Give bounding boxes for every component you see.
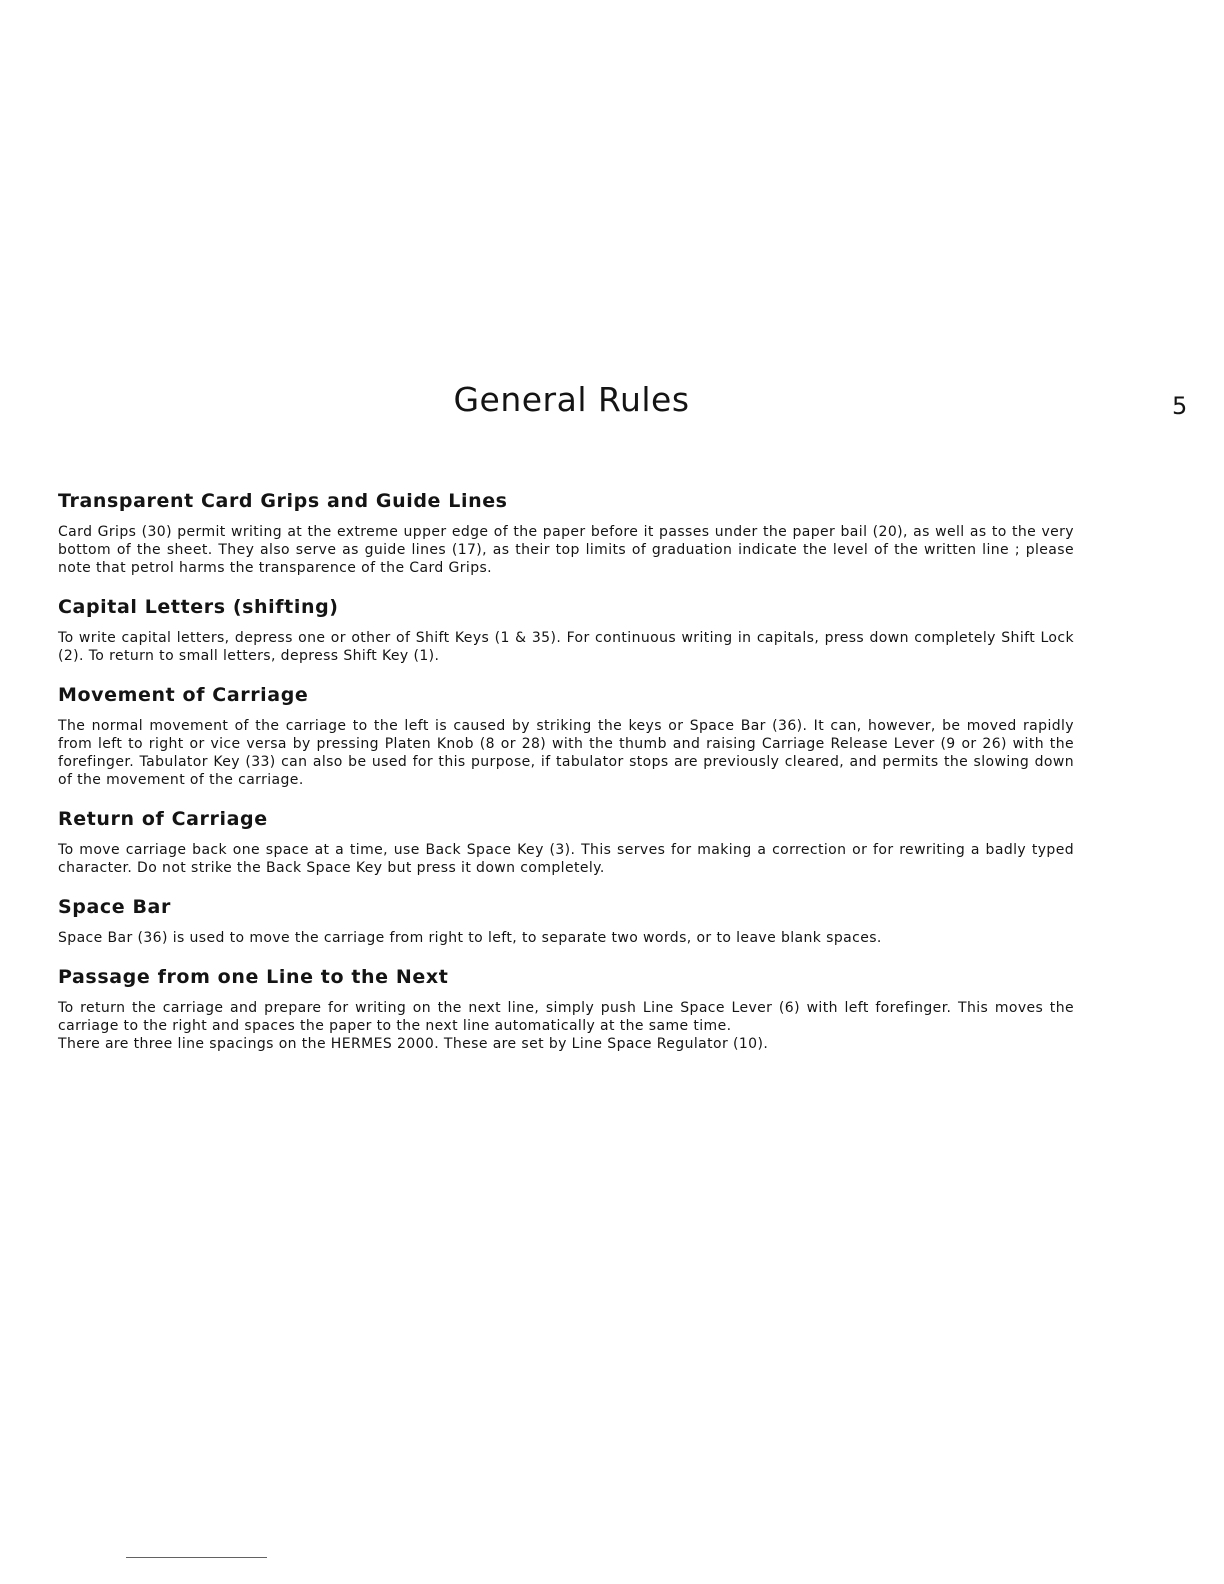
section-paragraph: To write capital letters, depress one or other of Shift Keys (1 & 35). For continuous writing in capitals, press down completely Shift Lock (2). To return to small letters, depress Shift Key (1). [58, 630, 1074, 664]
section-paragraph: Space Bar (36) is used to move the carriage from right to left, to separate two words, or to leave blank spaces. [58, 930, 882, 946]
section-paragraph: To return the carriage and prepare for writing on the next line, simply push Line Space Lever (6) with left forefinger. This moves the carriage to the right and spaces the paper to the next line automatically at the same time. [58, 1000, 1074, 1034]
section-capital-letters [58, 596, 1074, 665]
document-body [58, 490, 1074, 1072]
section-heading: Return of Carriage [58, 808, 268, 830]
section-heading: Passage from one Line to the Next [58, 966, 449, 988]
section-heading: Space Bar [58, 896, 171, 918]
section-paragraph: To move carriage back one space at a time, use Back Space Key (3). This serves for making a correction or for rewriting a badly typed character. Do not strike the Back Space Key but press it down completely. [58, 842, 1074, 876]
section-heading: Capital Letters (shifting) [58, 596, 339, 618]
section-paragraph: The normal movement of the carriage to the left is caused by striking the keys or Space Bar (36). It can, however, be moved rapidly from left to right or vice versa by pressing Platen Knob (8 or 28) with the thumb and raising Carriage Release Lever (9 or 26) with the forefinger. Tabulator Key (33) can also be used for this purpose, if tabulator stops are previously cleared, and permits the slowing down of the movement of the carriage. [58, 718, 1074, 788]
section-return-of-carriage [58, 808, 1074, 877]
section-space-bar [58, 896, 1074, 947]
section-paragraph: Card Grips (30) permit writing at the extreme upper edge of the paper before it passes under the paper bail (20), as well as to the very bottom of the sheet. They also serve as guide lines (17), as their top limits of graduation indicate the level of the written line ; please note that petrol harms the transparence of the Card Grips. [58, 524, 1074, 576]
section-heading: Movement of Carriage [58, 684, 309, 706]
footer-divider [126, 1557, 267, 1558]
section-heading: Transparent Card Grips and Guide Lines [58, 490, 508, 512]
page-number: 5 [1172, 392, 1188, 420]
section-card-grips [58, 490, 1074, 577]
section-movement-of-carriage [58, 684, 1074, 789]
page-title: General Rules [453, 380, 690, 419]
section-paragraph: There are three line spacings on the HERMES 2000. These are set by Line Space Regulator (10). [58, 1036, 769, 1052]
section-line-passage [58, 966, 1074, 1053]
